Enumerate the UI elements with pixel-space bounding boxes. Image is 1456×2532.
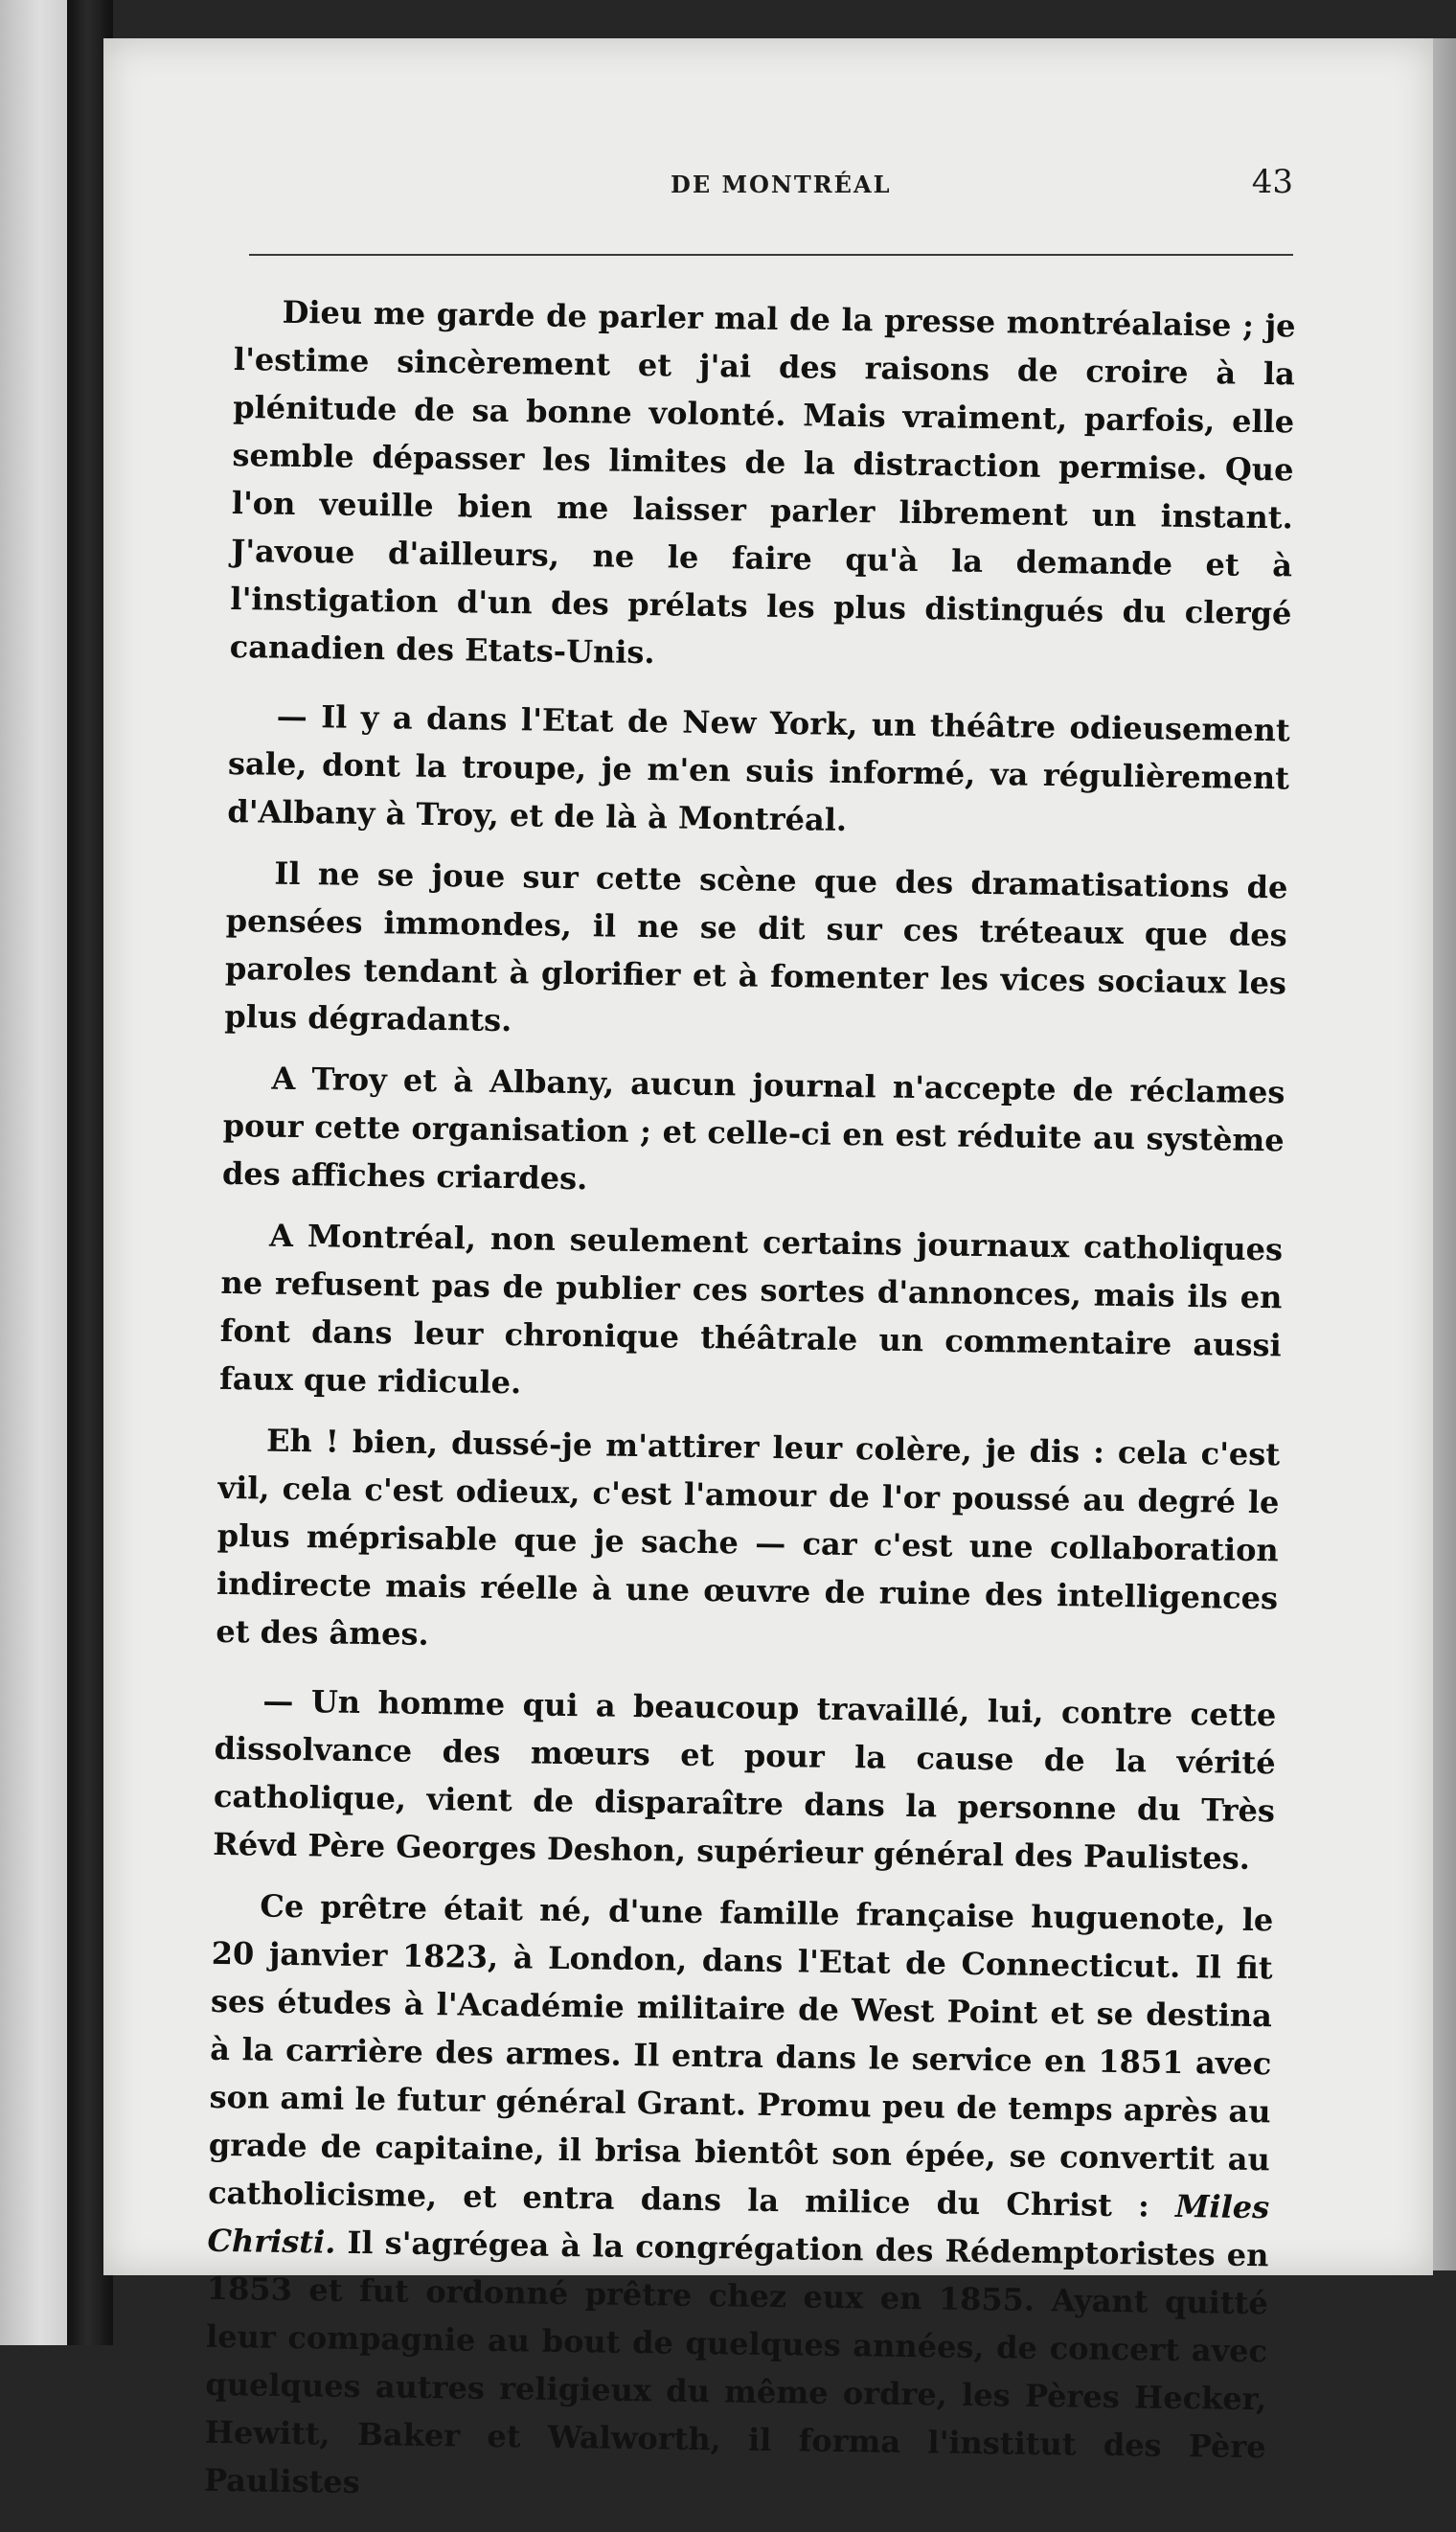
page-body <box>203 287 1295 2532</box>
paragraph-8-text-b: Il s'agrégea à la congrégation des Rédemptoristes en 1853 et fut ordonné prêtre chez eux en 1855. Ayant quitté leur compagnie au bout de quelques années, de concert avec quelques autres religieux du même ordre, les Pères Hecker, Hewitt, Baker et Walworth, il forma l'institut des Père Paulistes <box>203 2224 1269 2501</box>
running-head: DE MONTRÉAL <box>671 171 892 198</box>
page-header <box>144 153 1303 211</box>
paragraph-5: A Montréal, non seulement certains journaux catholiques ne refusent pas de publier ces sortes d'annonces, mais ils en font dans leur chronique théâtrale un commentaire aussi faux que ridicule. <box>218 1217 1284 1402</box>
paragraph-4: A Troy et à Albany, aucun journal n'accepte de réclames pour cette organisation ; et celle-ci en est réduite au système des affiches criardes. <box>221 1060 1285 1198</box>
paragraph-3: Il ne se joue sur cette scène que des dramatisations de pensées immondes, il ne se dit sur ces tréteaux que des paroles tendant à glorifier et à fomenter les vices sociaux les plus dégradants. <box>224 855 1288 1039</box>
paragraph-8 <box>204 1882 1274 2519</box>
page-number: 43 <box>1251 163 1293 201</box>
paragraph-1: Dieu me garde de parler mal de la presse montréalaise ; je l'estime sincèrement et j'ai des raisons de croire à la plénitude de sa bonne volonté. Mais vraiment, parfois, elle semble dépasser les limites de la distraction permise. Que l'on veuille bien me laisser parler librement un instant. J'avoue d'ailleurs, ne le faire qu'à la demande et à l'instigation d'un des prélats les plus distingués du clergé canadien des Etats-Unis. <box>229 293 1296 672</box>
paragraph-6: Eh ! bien, dussé-je m'attirer leur colère, je dis : cela c'est vil, cela c'est odieux, c'est l'amour de l'or poussé au degré le plus méprisable que je sache — car c'est une collaboration indirecte mais réelle à une œuvre de ruine des intelligences et des âmes. <box>216 1422 1281 1653</box>
latin-phrase: Miles Christi. <box>207 2187 1270 2261</box>
paragraph-7: — Un homme qui a beaucoup travaillé, lui, contre cette dissolvance des mœurs et pour la cause de la vérité catholique, vient de disparaître dans la personne du Très Révd Père Georges Deshon, supérieur général des Paulistes. <box>213 1682 1277 1877</box>
header-rule <box>249 254 1293 256</box>
paragraph-2: — Il y a dans l'Etat de New York, un théâtre odieusement sale, dont la troupe, je m'en suis informé, va régulièrement d'Albany à Troy, et de là à Montréal. <box>227 697 1290 838</box>
paragraph-8-text-a: Ce prêtre était né, d'une famille française huguenote, le 20 janvier 1823, à London, dans l'Etat de Connecticut. Il fit ses études à l'Académie militaire de West Point et se destina à la carrière des armes. Il entra dans le service en 1851 avec son ami le futur général Grant. Promu peu de temps après au grade de capitaine, il brisa bientôt son épée, se convertit au catholicisme, et entra dans la milice du Christ : <box>207 1887 1274 2224</box>
adjacent-page-edge <box>0 0 67 2345</box>
